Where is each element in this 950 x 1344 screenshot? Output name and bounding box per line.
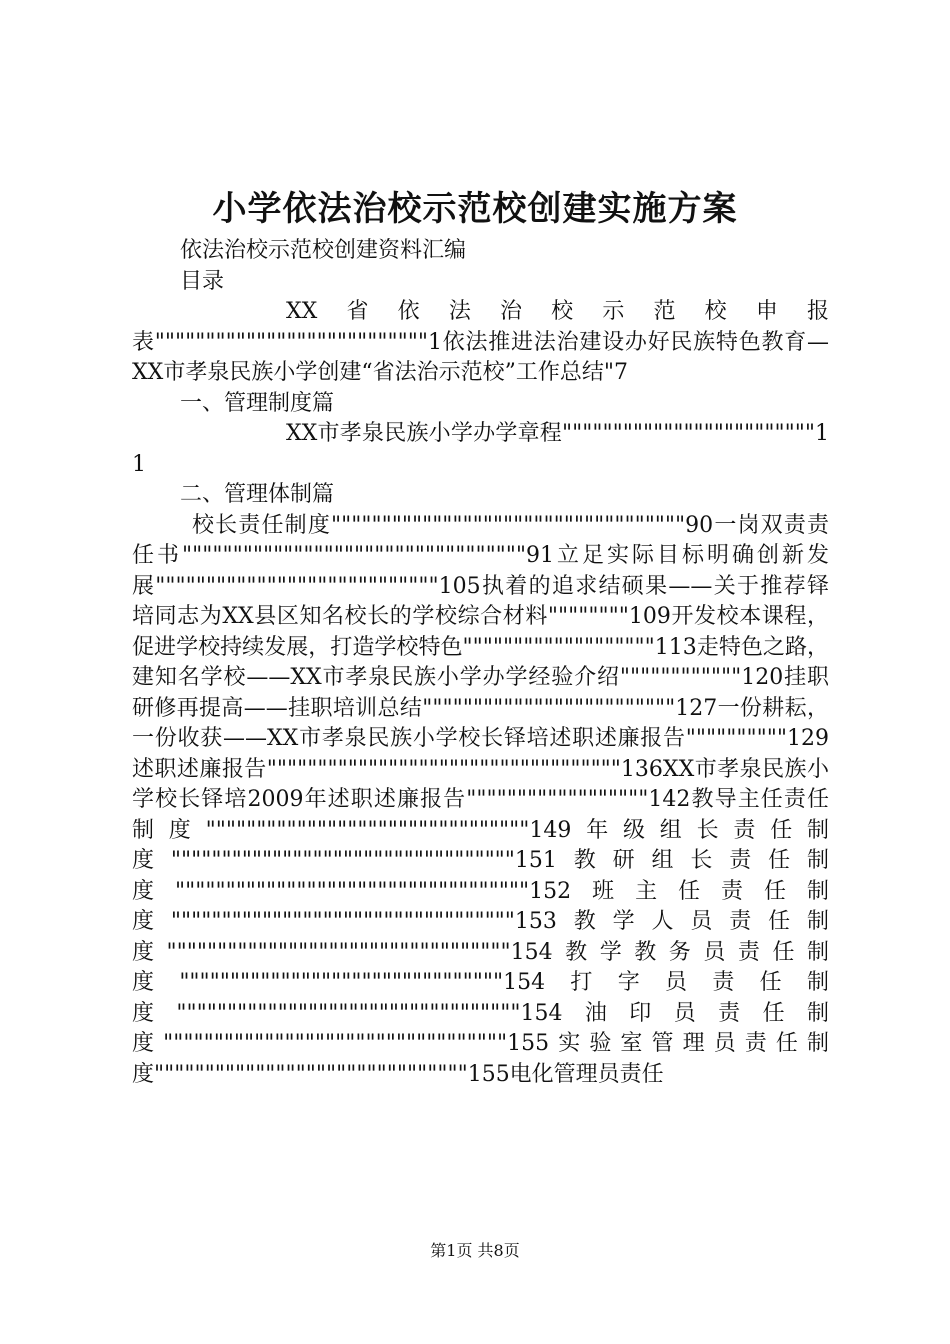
- paragraph-section-heading: 二、管理体制篇: [180, 482, 335, 507]
- document-body: [132, 236, 829, 1090]
- paragraph-subtitle: 依法治校示范校创建资料汇编: [180, 238, 467, 263]
- document-title: 小学依法治校示范校创建实施方案: [212, 189, 738, 229]
- paragraph-section-heading: 一、管理制度篇: [180, 390, 335, 416]
- paragraph-toc-entry: XX省依法治校示范校申报表"""""""""""""""""""""""""""1依法推进法治建设办好民族特色教育—XX市孝泉民族小学创建“省法治示范校”工作总结"7: [132, 299, 829, 385]
- page-footer: 第1页 共8页: [430, 1241, 520, 1260]
- paragraph-toc-entry: XX市孝泉民族小学办学章程"""""""""""""""""""""""""11: [132, 421, 829, 477]
- paragraph-toc-heading: 目录: [180, 268, 225, 294]
- paragraph-toc-entry: 校长责任制度"""""""""""""""""""""""""""""""""""90一岗双责责任书""""""""""""""""""""""""""""""""""91立足实际目标明确创新发展""""""""""""""""""""""""""""105执着的追求结硕果——关于推荐铎培同志为XX县区知名校长的学校综合材料""""""""109开发校本课程，促进学校持续发展，打造学校特色"""""""""""""""""""113走特色之路，建知名学校——XX市孝泉民族小学办学经验介绍""""""""""""120挂职研修再提高——挂职培训总结"""""""""""""""""""""""""127一份耕耘，一份收获——XX市孝泉民族小学校长铎培述职述廉报告""""""""""129述职述廉报告"""""""""""""""""""""""""""""""""""136XX市孝泉民族小学校长铎培2009年述职述廉报告""""""""""""""""""142教导主任责任制度""""""""""""""""""""""""""""""""149年级组长责任制度""""""""""""""""""""""""""""""""""151教研组长责任制度"""""""""""""""""""""""""""""""""""152班主任责任制度""""""""""""""""""""""""""""""""""153教学人员责任制度""""""""""""""""""""""""""""""""""154教学教务员责任制度""""""""""""""""""""""""""""""""154打字员责任制度""""""""""""""""""""""""""""""""""154油印员责任制度""""""""""""""""""""""""""""""""""155实验室管理员责任制度"""""""""""""""""""""""""""""""155电化管理员责任: [132, 512, 829, 1087]
